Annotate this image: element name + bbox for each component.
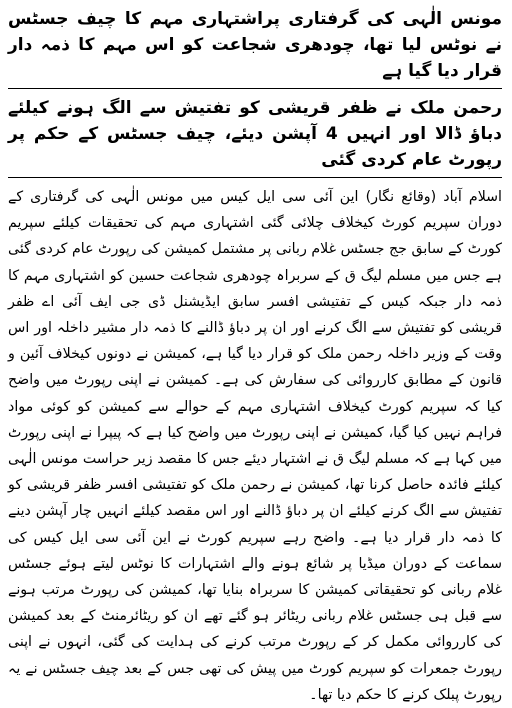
headline: مونس الٰہی کی گرفتاری پراشتہاری مہم کا چیف جسٹس نے نوٹس لیا تھا، چودھری شجاعت کو اس مہم کا ذمہ دار قرار دیا گیا ہے [8,9,502,81]
subheadline-divider [8,177,502,178]
headline-divider [8,88,502,89]
article-body: اسلام آباد (وقائع نگار) این آئی سی ایل کیس میں مونس الٰہی کی گرفتاری کے دوران سپریم کورٹ کیخلاف چلائی گئی اشتہاری مہم کی تحقیقات کیلئے سپریم کورٹ کے سابق جج جسٹس غلام ربانی پر مشتمل کمیشن کی رپورٹ عام کردی گئی ہے جس میں مسلم لیگ ق کے سربراہ چودھری شجاعت حسین کو اشتہاری مہم کا ذمہ دار جبکہ کیس کے تفتیشی افسر سابق ایڈیشنل ڈی جی ایف آئی اے ظفر قریشی کو تفتیش سے الگ کرنے اور ان پر دباؤ ڈالنے کا ذمہ دار مشیر داخلہ اور اس وقت کے وزیر داخلہ رحمن ملک کو قرار دیا گیا ہے، کمیشن نے دونوں کیخلاف آئین و قانون کے مطابق کارروائی کی سفارش کی ہے۔ کمیشن نے اپنی رپورٹ میں واضح کیا کہ سپریم کورٹ کیخلاف اشتہاری مہم کے حوالے سے کمیشن کو کوئی مواد فراہم نہیں کیا گیا، کمیشن نے اپنی رپورٹ میں واضح کیا ہے کہ پیپرا نے اپنی رپورٹ میں کہا ہے کہ مسلم لیگ ق نے اشتہار دیئے جس کا مقصد زیر حراست مونس الٰہی کیلئے فائدہ حاصل کرنا تھا، کمیشن نے رحمن ملک کو تفتیشی افسر ظفر قریشی کو تفتیش سے الگ کرنے کیلئے ان پر دباؤ ڈالنے اور اس مقصد کیلئے انہیں چار آپشن دینے کا ذمہ دار قرار دیا ہے۔ واضح رہے سپریم کورٹ نے این آئی سی ایل کیس کی سماعت کے دوران میڈیا پر شائع ہونے والے اشتہارات کا نوٹس لیتے ہوئے جسٹس غلام ربانی کو تحقیقاتی کمیشن کا سربراہ بنایا تھا، کمیشن کی رپورٹ مرتب ہونے سے قبل ہی جسٹس غلام ربانی ریٹائر ہو گئے تھے ان کو ریٹائرمنٹ کے بعد کمیشن کی کارروائی مکمل کر کے رپورٹ مرتب کرنے کی ہدایت کی گئی، انہوں نے اپنی رپورٹ جمعرات کو سپریم کورٹ میں پیش کی تھی جس کے بعد چیف جسٹس نے یہ رپورٹ پبلک کرنے کا حکم دیا تھا۔ [8,189,502,703]
subheadline: رحمن ملک نے ظفر قریشی کو تفتیش سے الگ ہونے کیلئے دباؤ ڈالا اور انہیں 4 آپشن دیئے، چیف جسٹس کے حکم پر رپورٹ عام کردی گئی [8,98,502,170]
